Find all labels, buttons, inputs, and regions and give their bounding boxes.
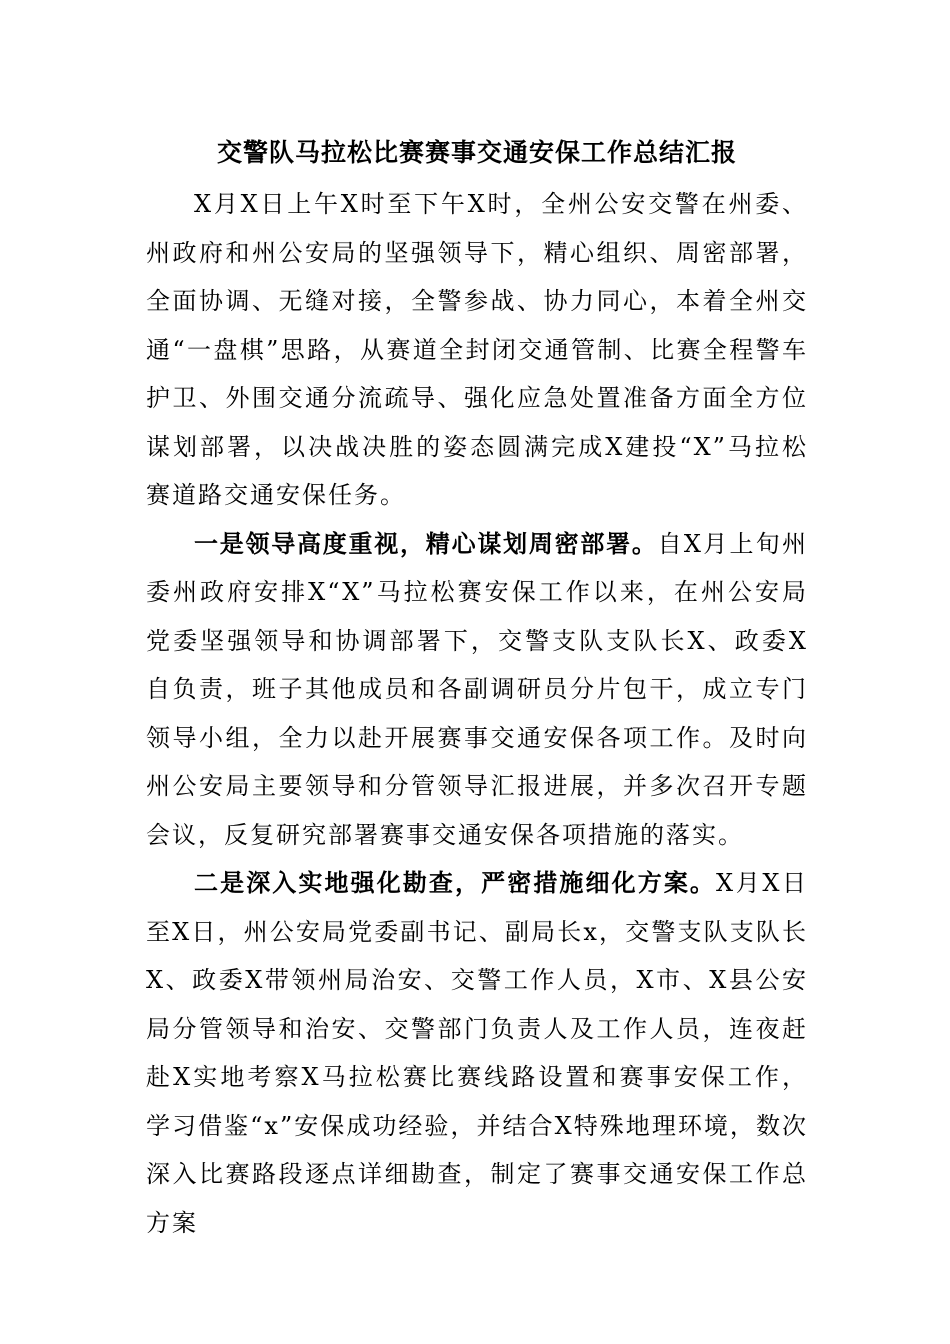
paragraph-intro-text: X月X日上午X时至下午X时，全州公安交警在州委、州政府和州公安局的坚强领导下，精心组织、周密部署，全面协调、无缝对接，全警参战、协力同心，本着全州交通“一盘棋”思路，从赛道全封闭交通管制、比赛全程警车护卫、外围交通分流疏导、强化应急处置准备方面全方位谋划部署，以决战决胜的姿态圆满完成X建投“X”马拉松赛道路交通安保任务。 — [146, 190, 808, 509]
paragraph-point-1-heading: 一是领导高度重视，精心谋划周密部署。 — [194, 529, 658, 558]
document-title: 交警队马拉松比赛赛事交通安保工作总结汇报 — [216, 138, 737, 167]
paragraph-point-2-text: X月X日至X日，州公安局党委副书记、副局长x，交警支队支队长X、政委X带领州局治安、交警工作人员，X市、X县公安局分管领导和治安、交警部门负责人及工作人员，连夜赶赴X实地考察X马拉松赛比赛线路设置和赛事安保工作，学习借鉴“x”安保成功经验，并结合X特殊地理环境，数次深入比赛路段逐点详细勘查，制定了赛事交通安保工作总方案 — [146, 869, 809, 1237]
paragraph-point-2-heading: 二是深入实地强化勘查，严密措施细化方案。 — [194, 869, 717, 897]
paragraph-point-2 — [146, 859, 808, 1247]
paragraph-intro — [146, 180, 808, 520]
document-page — [146, 128, 808, 1247]
paragraph-point-1-text: 自X月上旬州委州政府安排X“X”马拉松赛安保工作以来，在州公安局党委坚强领导和协调部署下，交警支队支队长X、政委X自负责，班子其他成员和各副调研员分片包干，成立专门领导小组，全力以赴开展赛事交通安保各项工作。及时向州公安局主要领导和分管领导汇报进展，并多次召开专题会议，反复研究部署赛事交通安保各项措施的落实。 — [146, 529, 808, 849]
paragraph-point-1 — [146, 520, 808, 860]
